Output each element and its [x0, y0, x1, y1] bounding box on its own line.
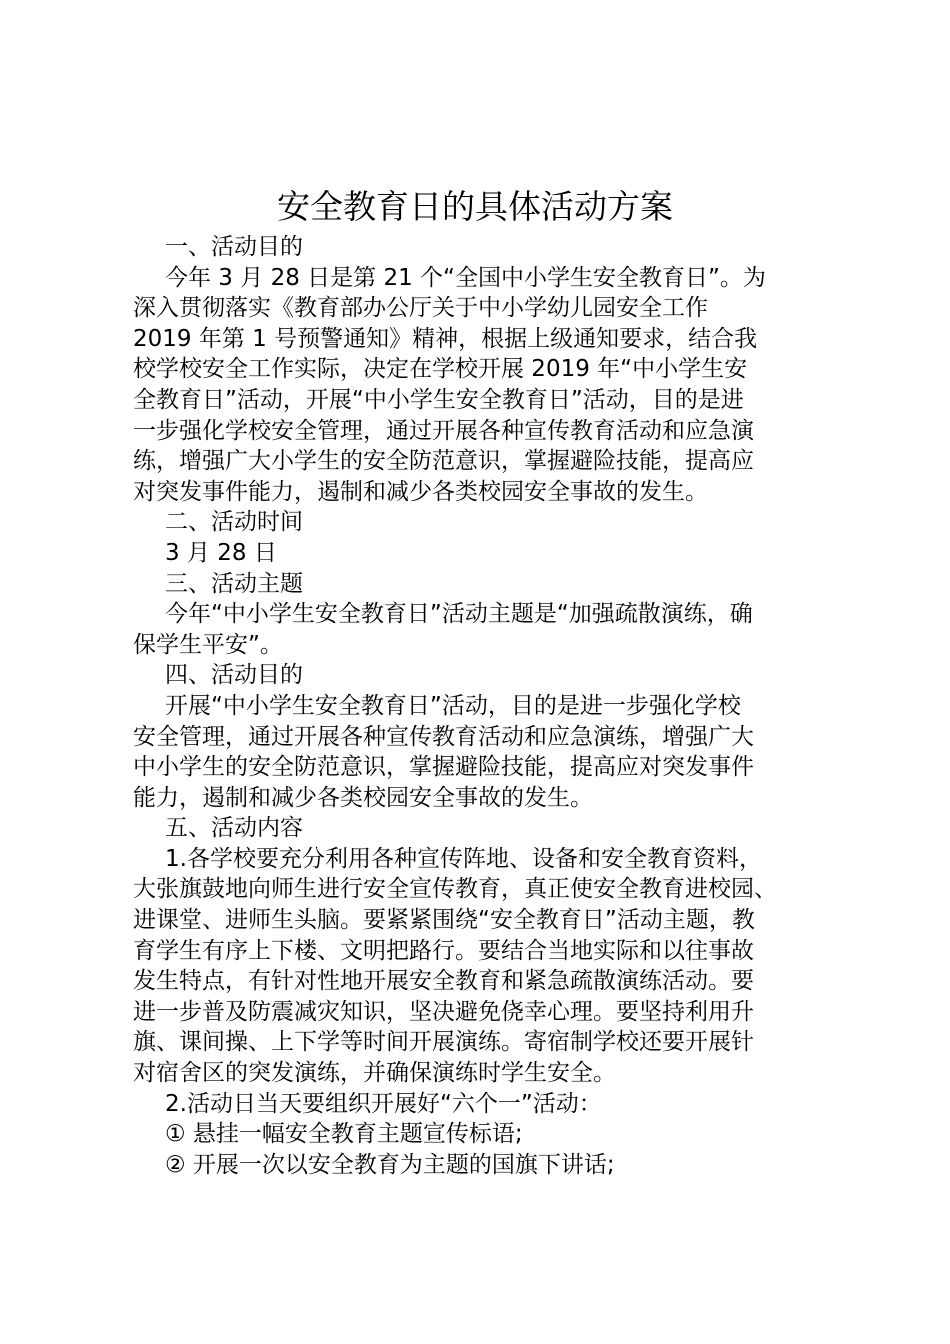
paragraph-line: 开展“中小学生安全教育日”活动，目的是进一步强化学校 — [165, 692, 741, 719]
paragraph-line: 一步强化学校安全管理，通过开展各种宣传教育活动和应急演 — [133, 417, 754, 444]
section-heading: 四、活动目的 — [165, 662, 303, 689]
paragraph-line: 深入贯彻落实《教育部办公厅关于中小学幼儿园安全工作 — [133, 295, 708, 322]
paragraph-line: 进课堂、进师生头脑。要紧紧围绕“安全教育日”活动主题，教 — [133, 907, 755, 934]
document-body — [133, 232, 823, 1180]
paragraph-line: 2.活动日当天要组织开展好“六个一”活动： — [165, 1090, 602, 1117]
paragraph-line: 发生特点，有针对性地开展安全教育和紧急疏散演练活动。要 — [133, 968, 754, 995]
paragraph-line: 2019 年第 1 号预警通知》精神，根据上级通知要求，结合我 — [133, 325, 758, 352]
paragraph-line: 大张旗鼓地向师生进行安全宣传教育，真正使安全教育进校园、 — [133, 876, 777, 903]
paragraph-line: 今年 3 月 28 日是第 21 个“全国中小学生安全教育日”。为 — [165, 264, 766, 291]
section-heading: 三、活动主题 — [165, 570, 303, 597]
section-heading: 一、活动目的 — [165, 234, 303, 260]
list-item: ② 开展一次以安全教育为主题的国旗下讲话; — [165, 1151, 615, 1178]
paragraph-line: 中小学生的安全防范意识，掌握避险技能，提高应对突发事件 — [133, 754, 754, 781]
list-item: ① 悬挂一幅安全教育主题宣传标语; — [165, 1121, 523, 1148]
paragraph-line: 对宿舍区的突发演练，并确保演练时学生安全。 — [133, 1060, 616, 1087]
paragraph-line: 安全管理，通过开展各种宣传教育活动和应急演练，增强广大 — [133, 723, 754, 750]
paragraph-line: 3 月 28 日 — [165, 539, 277, 566]
document-title: 安全教育日的具体活动方案 — [277, 187, 673, 226]
paragraph-line: 练，增强广大小学生的安全防范意识，掌握避险技能，提高应 — [133, 448, 754, 475]
paragraph-line: 1.各学校要充分利用各种宣传阵地、设备和安全教育资料， — [165, 845, 762, 872]
paragraph-line: 能力，遏制和减少各类校园安全事故的发生。 — [133, 784, 593, 811]
paragraph-line: 进一步普及防震减灾知识，坚决避免侥幸心理。要坚持利用升 — [133, 998, 754, 1025]
section-heading: 二、活动时间 — [165, 509, 303, 536]
paragraph-line: 育学生有序上下楼、文明把路行。要结合当地实际和以往事故 — [133, 937, 754, 964]
paragraph-line: 旗、课间操、上下学等时间开展演练。寄宿制学校还要开展针 — [133, 1029, 754, 1056]
paragraph-line: 保学生平安”。 — [133, 631, 283, 658]
paragraph-line: 对突发事件能力，遏制和减少各类校园安全事故的发生。 — [133, 478, 708, 505]
section-heading: 五、活动内容 — [165, 815, 303, 842]
paragraph-line: 全教育日”活动，开展“中小学生安全教育日”活动，目的是进 — [133, 386, 744, 413]
paragraph-line: 校学校安全工作实际，决定在学校开展 2019 年“中小学生安 — [133, 356, 748, 383]
paragraph-line: 今年“中小学生安全教育日”活动主题是“加强疏散演练，确 — [165, 601, 753, 628]
